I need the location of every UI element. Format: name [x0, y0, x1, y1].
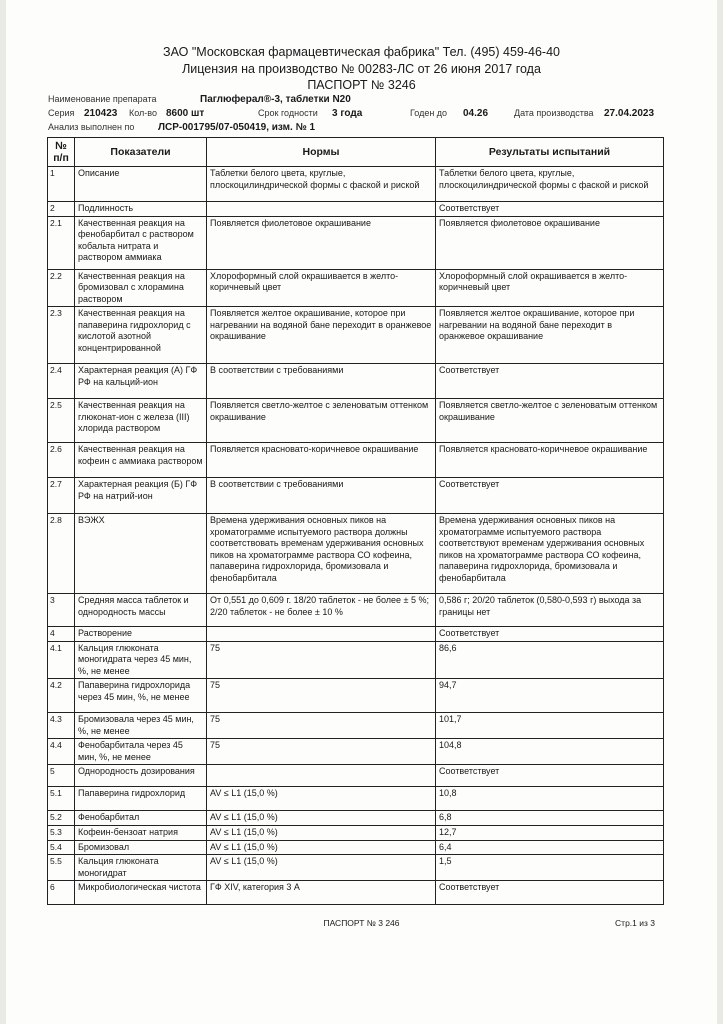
- row-indicator: Фенобарбитал: [75, 811, 207, 826]
- table-row: [48, 881, 664, 905]
- row-number: 5.1: [48, 787, 75, 811]
- row-number: 2.8: [48, 514, 75, 594]
- row-indicator: Качественная реакция на папаверина гидрохлорид с кислотой азотной концентрированной: [75, 307, 207, 364]
- row-number: 3: [48, 594, 75, 627]
- qty-value: 8600 шт: [166, 108, 205, 119]
- table-row: [48, 167, 664, 202]
- row-number: 5.5: [48, 855, 75, 881]
- table-row: [48, 679, 664, 713]
- table-header-row: [48, 138, 664, 167]
- row-number: 1: [48, 167, 75, 202]
- row-norm: ГФ XIV, категория 3 А: [207, 881, 436, 905]
- row-norm: Появляется светло-желтое с зеленоватым оттенком окрашивание: [207, 399, 436, 443]
- row-norm: 75: [207, 641, 436, 679]
- col-header-indicator: Показатели: [75, 138, 207, 167]
- row-result: Появляется красновато-коричневое окрашивание: [436, 443, 664, 478]
- qty-label: Кол-во: [129, 108, 157, 118]
- row-result: Хлороформный слой окрашивается в желто-коричневый цвет: [436, 269, 664, 307]
- row-indicator: Описание: [75, 167, 207, 202]
- row-number: 2.2: [48, 269, 75, 307]
- row-indicator: Микробиологическая чистота: [75, 881, 207, 905]
- row-norm: Времена удерживания основных пиков на хроматограмме испытуемого раствора должны соответствовать временам удерживания основных пиков на хроматограмме раствора СО кофеина, папаверина гидрохлорида, бромизовала и фенобарбитала: [207, 514, 436, 594]
- analysis-label: Анализ выполнен по: [48, 122, 135, 132]
- row-norm: [207, 765, 436, 787]
- row-norm: [207, 627, 436, 642]
- row-norm: AV ≤ L1 (15,0 %): [207, 855, 436, 881]
- table-row: [48, 307, 664, 364]
- row-indicator: Характерная реакция (А) ГФ РФ на кальций-ион: [75, 364, 207, 399]
- row-norm: В соответствии с требованиями: [207, 364, 436, 399]
- table-row: [48, 514, 664, 594]
- row-norm: Хлороформный слой окрашивается в желто-коричневый цвет: [207, 269, 436, 307]
- row-norm: Появляется фиолетовое окрашивание: [207, 216, 436, 269]
- row-norm: AV ≤ L1 (15,0 %): [207, 825, 436, 840]
- row-indicator: Качественная реакция на кофеин с аммиака раствором: [75, 443, 207, 478]
- row-number: 6: [48, 881, 75, 905]
- table-row: [48, 202, 664, 217]
- row-number: 4.4: [48, 739, 75, 765]
- row-indicator: Папаверина гидрохлорид: [75, 787, 207, 811]
- row-number: 4: [48, 627, 75, 642]
- drug-value: Паглюферал®-3, таблетки N20: [200, 94, 351, 105]
- row-number: 2.6: [48, 443, 75, 478]
- table-row: [48, 399, 664, 443]
- table-row: [48, 713, 664, 739]
- row-indicator: Кофеин-бензоат натрия: [75, 825, 207, 840]
- row-norm: Таблетки белого цвета, круглые, плоскоцилиндрической формы с фаской и риской: [207, 167, 436, 202]
- row-indicator: Качественная реакция на фенобарбитал с раствором кобальта нитрата и раствором аммиака: [75, 216, 207, 269]
- table-row: [48, 269, 664, 307]
- table-row: [48, 364, 664, 399]
- shelf-value: 3 года: [332, 108, 363, 119]
- table-row: [48, 641, 664, 679]
- valid-label: Годен до: [410, 108, 448, 118]
- row-result: Появляется светло-желтое с зеленоватым оттенком окрашивание: [436, 399, 664, 443]
- col-header-norms: Нормы: [207, 138, 436, 167]
- row-result: 10,8: [436, 787, 664, 811]
- test-results-table: [47, 137, 664, 905]
- row-number: 5.4: [48, 840, 75, 855]
- row-indicator: Качественная реакция на глюконат-ион с железа (III) хлорида раствором: [75, 399, 207, 443]
- row-result: Соответствует: [436, 202, 664, 217]
- row-result: 86,6: [436, 641, 664, 679]
- series-value: 210423: [84, 108, 118, 119]
- row-number: 2.3: [48, 307, 75, 364]
- table-row: [48, 443, 664, 478]
- footer-passport-number: ПАСПОРТ № 3 246: [323, 918, 400, 928]
- col-header-number: № п/п: [48, 138, 75, 167]
- row-norm: В соответствии с требованиями: [207, 478, 436, 514]
- row-indicator: Кальция глюконата моногидрат: [75, 855, 207, 881]
- shelf-label: Срок годности: [258, 108, 318, 118]
- row-number: 2.1: [48, 216, 75, 269]
- passport-title: ПАСПОРТ № 3246: [307, 78, 416, 92]
- table-body: [48, 167, 664, 905]
- row-indicator: Подлинность: [75, 202, 207, 217]
- row-indicator: Характерная реакция (Б) ГФ РФ на натрий-ион: [75, 478, 207, 514]
- series-label: Серия: [48, 108, 75, 118]
- row-number: 5: [48, 765, 75, 787]
- prod-value: 27.04.2023: [604, 108, 655, 119]
- row-indicator: Бромизовал: [75, 840, 207, 855]
- row-indicator: Бромизовала через 45 мин, %, не менее: [75, 713, 207, 739]
- table-row: [48, 627, 664, 642]
- row-result: 6,4: [436, 840, 664, 855]
- row-indicator: Папаверина гидрохлорида через 45 мин, %, не менее: [75, 679, 207, 713]
- row-number: 4.3: [48, 713, 75, 739]
- row-indicator: Средняя масса таблеток и однородность массы: [75, 594, 207, 627]
- table-row: [48, 840, 664, 855]
- row-result: 94,7: [436, 679, 664, 713]
- scan-left-edge: [0, 0, 6, 1024]
- row-norm: Появляется желтое окрашивание, которое при нагревании на водяной бане переходит в оранжевое окрашивание: [207, 307, 436, 364]
- row-norm: AV ≤ L1 (15,0 %): [207, 840, 436, 855]
- table-row: [48, 216, 664, 269]
- row-result: Появляется фиолетовое окрашивание: [436, 216, 664, 269]
- row-norm: 75: [207, 739, 436, 765]
- company-line: ЗАО "Московская фармацевтическая фабрика" Тел. (495) 459-46-40: [163, 45, 560, 59]
- row-norm: AV ≤ L1 (15,0 %): [207, 787, 436, 811]
- row-indicator: Качественная реакция на бромизовал с хлорамина раствором: [75, 269, 207, 307]
- row-result: 0,586 г; 20/20 таблеток (0,580-0,593 г) выхода за границы нет: [436, 594, 664, 627]
- row-result: 12,7: [436, 825, 664, 840]
- row-result: Соответствует: [436, 881, 664, 905]
- license-line: Лицензия на производство № 00283-ЛС от 26 июня 2017 года: [182, 62, 541, 76]
- row-result: Таблетки белого цвета, круглые, плоскоцилиндрической формы с фаской и риской: [436, 167, 664, 202]
- row-result: Соответствует: [436, 765, 664, 787]
- row-result: 1,5: [436, 855, 664, 881]
- row-norm: Появляется красновато-коричневое окрашивание: [207, 443, 436, 478]
- row-result: Появляется желтое окрашивание, которое при нагревании на водяной бане переходит в оранжевое окрашивание: [436, 307, 664, 364]
- row-number: 2.4: [48, 364, 75, 399]
- analysis-value: ЛСР-001795/07-050419, изм. № 1: [158, 122, 316, 133]
- row-number: 2.7: [48, 478, 75, 514]
- table-row: [48, 855, 664, 881]
- footer-page-number: Стр.1 из 3: [615, 918, 655, 928]
- valid-value: 04.26: [463, 108, 489, 119]
- row-number: 5.2: [48, 811, 75, 826]
- row-number: 5.3: [48, 825, 75, 840]
- row-norm: 75: [207, 713, 436, 739]
- prod-label: Дата производства: [514, 108, 594, 118]
- row-number: 4.2: [48, 679, 75, 713]
- row-result: Времена удерживания основных пиков на хроматограмме испытуемого раствора соответствуют временам удерживания основных пиков на хроматограмме раствора СО кофеина, папаверина гидрохлорида, бромизовала и фенобарбитала: [436, 514, 664, 594]
- row-result: Соответствует: [436, 478, 664, 514]
- row-result: Соответствует: [436, 364, 664, 399]
- row-indicator: ВЭЖХ: [75, 514, 207, 594]
- row-number: 2: [48, 202, 75, 217]
- row-result: 6,8: [436, 811, 664, 826]
- row-norm: [207, 202, 436, 217]
- table-row: [48, 811, 664, 826]
- table-row: [48, 594, 664, 627]
- table-row: [48, 787, 664, 811]
- row-result: 104,8: [436, 739, 664, 765]
- row-number: 4.1: [48, 641, 75, 679]
- row-number: 2.5: [48, 399, 75, 443]
- row-result: Соответствует: [436, 627, 664, 642]
- row-indicator: Кальция глюконата моногидрата через 45 мин, %, не менее: [75, 641, 207, 679]
- row-norm: От 0,551 до 0,609 г. 18/20 таблеток - не более ± 5 %; 2/20 таблеток - не более ± 10 %: [207, 594, 436, 627]
- row-norm: 75: [207, 679, 436, 713]
- col-header-results: Результаты испытаний: [436, 138, 664, 167]
- row-indicator: Растворение: [75, 627, 207, 642]
- drug-label: Наименование препарата: [48, 94, 157, 104]
- row-norm: AV ≤ L1 (15,0 %): [207, 811, 436, 826]
- table-row: [48, 825, 664, 840]
- row-indicator: Фенобарбитала через 45 мин, %, не менее: [75, 739, 207, 765]
- table-row: [48, 478, 664, 514]
- row-result: 101,7: [436, 713, 664, 739]
- row-indicator: Однородность дозирования: [75, 765, 207, 787]
- table-row: [48, 765, 664, 787]
- scan-right-edge: [717, 0, 723, 1024]
- table-row: [48, 739, 664, 765]
